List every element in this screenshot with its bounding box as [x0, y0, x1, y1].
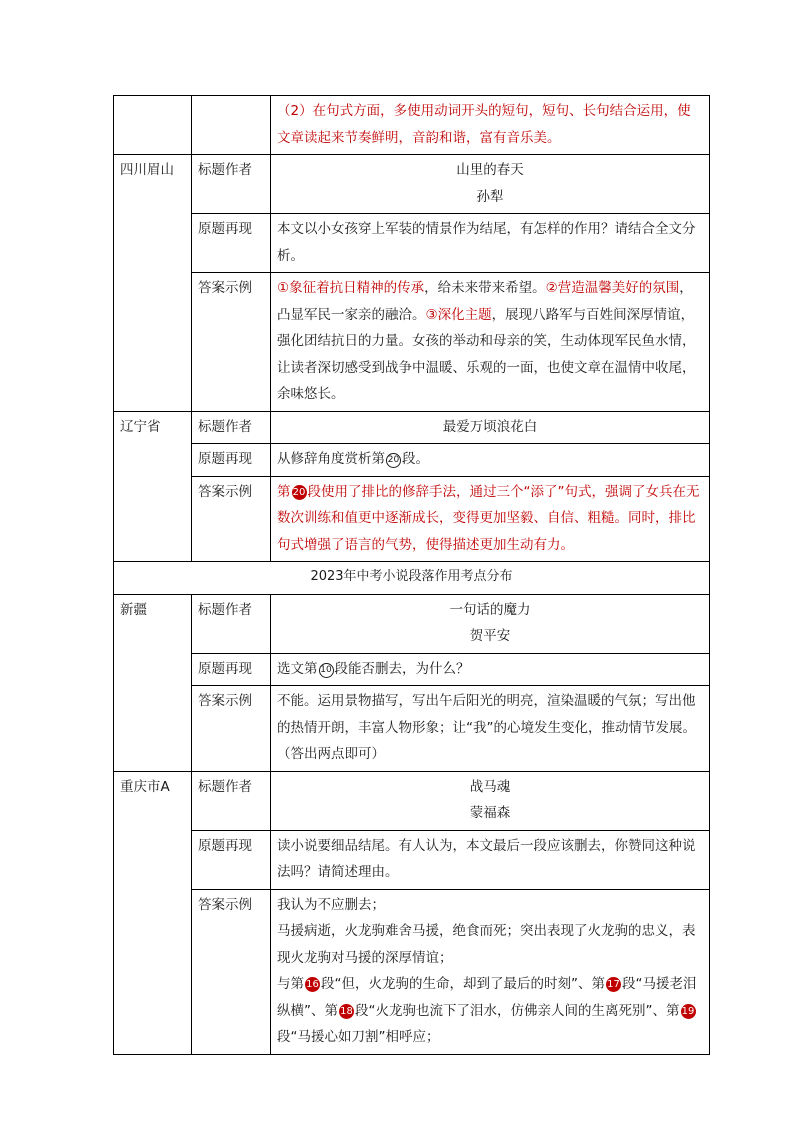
table-row — [114, 889, 710, 1054]
section-header-row — [114, 562, 710, 595]
table-row — [114, 771, 710, 830]
answer-text: ，凸显军民一家亲的融洽。 — [277, 280, 693, 323]
table-row — [114, 476, 710, 562]
table-row — [114, 686, 710, 772]
story-title: 战马魂 — [469, 778, 511, 795]
region-cell: 四川眉山 — [114, 155, 192, 412]
title-author-cell — [271, 155, 710, 214]
exam-analysis-table — [113, 95, 710, 1055]
answer-text: ，展现八路军与百姓间深厚情谊，强化团结抗日的力量。女孩的举动和母亲的笑，生动体现军民鱼水情，让读者深切感受到战争中温暖、乐观的一面，也使文章在温情中收尾，余味悠长。 — [277, 306, 696, 402]
region-cell: 辽宁省 — [114, 411, 192, 562]
table-row — [114, 96, 710, 155]
question-text: 从修辞角度赏析第 — [277, 451, 385, 467]
question-text: 段。 — [402, 451, 429, 467]
story-title: 一句话的魔力 — [449, 601, 531, 618]
label-cell: 标题作者 — [192, 771, 271, 830]
answer-text: 与第 — [277, 976, 304, 992]
label-cell: 标题作者 — [192, 594, 271, 653]
region-cell: 重庆市A — [114, 771, 192, 1054]
label-cell: 原题再现 — [192, 214, 271, 273]
answer-text: ，给未来带来希望。 — [424, 280, 546, 296]
label-cell: 标题作者 — [192, 411, 271, 444]
answer-cell: （2）在句式方面，多使用动词开头的短句，短句、长句结合运用，使文章读起来节奏鲜明，音韵和谐，富有音乐美。 — [271, 96, 710, 155]
section-title: 2023年中考小说段落作用考点分布 — [114, 562, 710, 595]
answer-text: 段使用了排比的修辞手法，通过三个“添了”句式，强调了女兵在无数次训练和值更中逐渐成长，变得更加坚毅、自信、粗糙。同时，排比句式增强了语言的气势，使得描述更加生动有力。 — [277, 483, 700, 553]
label-cell: 答案示例 — [192, 273, 271, 412]
title-author-cell — [271, 594, 710, 653]
answer-highlight: ①象征着抗日精神的传承 — [277, 280, 425, 296]
answer-highlight: ③深化主题 — [425, 306, 492, 323]
story-title: 最爱万顷浪花白 — [442, 418, 538, 435]
answer-line — [277, 971, 703, 1051]
answer-text: 段“但，火龙驹的生命，却到了最后的时刻”、第 — [321, 976, 605, 992]
answer-cell — [271, 476, 710, 562]
question-cell — [271, 653, 710, 686]
table-row — [114, 444, 710, 477]
title-author-cell — [271, 771, 710, 830]
region-cell: 新疆 — [114, 594, 192, 771]
answer-highlight: ②营造温馨美好的氛围 — [545, 280, 680, 296]
table-row — [114, 214, 710, 273]
answer-text: 段“马援心如刀割”相呼应； — [277, 1029, 440, 1045]
answer-cell — [271, 889, 710, 1054]
paragraph-number: 19 — [681, 1005, 695, 1017]
table-row — [114, 273, 710, 412]
table-row — [114, 155, 710, 214]
label-cell: 原题再现 — [192, 653, 271, 686]
answer-line: 我认为不应删去； — [277, 896, 385, 913]
label-cell: 答案示例 — [192, 686, 271, 772]
question-cell: 本文以小女孩穿上军装的情景作为结尾，有怎样的作用？请结合全文分析。 — [271, 214, 710, 273]
label-cell: 原题再现 — [192, 830, 271, 889]
answer-line: 马援病逝，火龙驹难舍马援，绝食而死；突出表现了火龙驹的忠义，表现火龙驹对马援的深厚情谊； — [277, 923, 696, 966]
story-author: 贺平安 — [469, 628, 511, 644]
question-text: 段能否删去，为什么？ — [334, 660, 470, 677]
paragraph-number: 17 — [607, 979, 620, 990]
label-cell: 原题再现 — [192, 444, 271, 477]
table-row — [114, 594, 710, 653]
question-text: 选文第 — [277, 660, 318, 677]
paragraph-number: 18 — [340, 1005, 353, 1017]
answer-cell — [271, 273, 710, 412]
story-author: 蒙福森 — [469, 805, 511, 821]
answer-cell: 不能。运用景物描写，写出午后阳光的明亮，渲染温暖的气氛；写出他的热情开朗，丰富人物形象；让“我”的心境发生变化，推动情节发展。（答出两点即可） — [271, 686, 710, 772]
table-row — [114, 411, 710, 444]
label-cell: 标题作者 — [192, 155, 271, 214]
label-cell: 答案示例 — [192, 889, 271, 1054]
answer-text: 段“马援老泪纵横”、第 — [277, 976, 697, 1019]
title-author-cell — [271, 411, 710, 444]
paragraph-number: 10 — [319, 663, 334, 678]
table-row — [114, 653, 710, 686]
paragraph-number: 20 — [386, 453, 401, 468]
label-cell: 答案示例 — [192, 476, 271, 562]
paragraph-number: 16 — [306, 979, 319, 990]
answer-text: 第 — [277, 483, 291, 500]
question-cell — [271, 444, 710, 477]
story-title: 山里的春天 — [456, 162, 524, 178]
region-cell — [114, 96, 192, 155]
label-cell — [192, 96, 271, 155]
question-cell: 读小说要细品结尾。有人认为，本文最后一段应该删去，你赞同这种说法吗？请简述理由。 — [271, 830, 710, 889]
story-author: 孙犁 — [476, 188, 504, 205]
answer-text: 段“火龙驹也流下了泪水，仿佛亲人间的生离死别”、第 — [355, 1002, 680, 1019]
table-row — [114, 830, 710, 889]
paragraph-number: 20 — [292, 486, 306, 498]
